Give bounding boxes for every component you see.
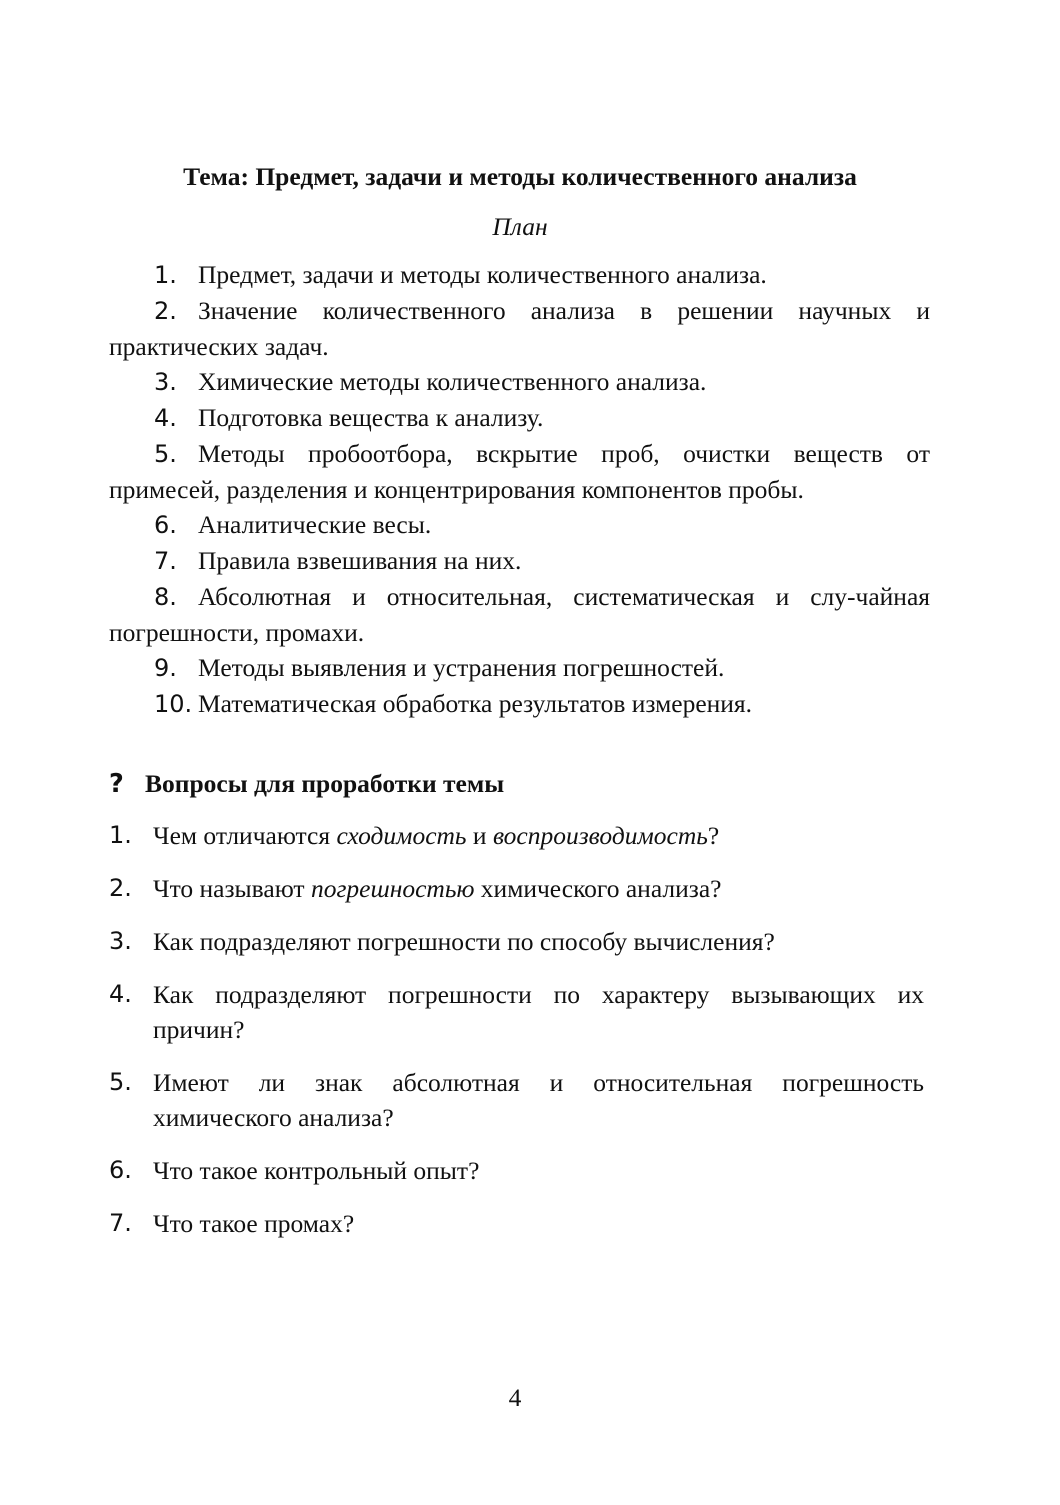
plan-item <box>109 436 930 507</box>
plan-item-text: Аналитические весы. <box>198 510 432 539</box>
plan-item-text: Подготовка вещества к анализу. <box>198 403 544 432</box>
plan-item-number: 5. <box>154 440 177 468</box>
plan-item <box>109 257 930 293</box>
question-term: сходимость <box>336 821 467 850</box>
plan-heading: План <box>492 212 548 241</box>
question-text: ? <box>707 821 720 850</box>
plan-item-text: Предмет, задачи и методы количественного анализа. <box>198 260 767 289</box>
question-text: Как подразделяют погрешности по способу вычисления? <box>153 927 775 956</box>
plan-item <box>109 293 930 364</box>
questions-list <box>109 818 924 1259</box>
page-number: 4 <box>508 1383 522 1412</box>
plan-item <box>109 650 930 686</box>
plan-item-text: Методы выявления и устранения погрешностей. <box>198 653 725 682</box>
plan-item <box>109 686 930 722</box>
question-text: Имеют ли знак абсолютная и относительная погрешность химического анализа? <box>153 1068 924 1132</box>
plan-item <box>109 579 930 650</box>
question-mark-icon: ? <box>109 769 124 799</box>
plan-item <box>109 364 930 400</box>
question-text: Что такое промах? <box>153 1209 355 1238</box>
question-text: и <box>466 821 493 850</box>
plan-item-number: 3. <box>154 368 177 396</box>
plan-item-text: Значение количественного анализа в решении научных и практических задач. <box>109 296 930 361</box>
question-item <box>109 871 924 906</box>
question-number: 5. <box>109 1068 132 1096</box>
plan-item-text: Правила взвешивания на них. <box>198 546 522 575</box>
question-number: 1. <box>109 821 132 849</box>
question-text: химического анализа? <box>474 874 722 903</box>
plan-item-number: 9. <box>154 654 177 682</box>
question-text: Чем отличаются <box>153 821 337 850</box>
questions-heading-text: Вопросы для проработки темы <box>145 769 505 798</box>
question-text: Что такое контрольный опыт? <box>153 1156 480 1185</box>
question-number: 7. <box>109 1209 132 1237</box>
question-number: 2. <box>109 874 132 902</box>
question-item <box>109 818 924 853</box>
question-number: 4. <box>109 980 132 1008</box>
plan-item <box>109 507 930 543</box>
questions-heading <box>109 767 504 801</box>
question-text: Что называют <box>153 874 311 903</box>
plan-item-number: 8. <box>154 583 177 611</box>
question-item <box>109 1153 924 1188</box>
question-term: погрешностью <box>310 874 475 903</box>
plan-list <box>109 257 930 722</box>
plan-item-text: Химические методы количественного анализа. <box>198 367 707 396</box>
plan-item <box>109 543 930 579</box>
question-item <box>109 1206 924 1241</box>
plan-item-text: Математическая обработка результатов измерения. <box>198 689 753 718</box>
plan-item-number: 10. <box>154 690 193 718</box>
plan-item-number: 2. <box>154 297 177 325</box>
plan-item-text: Абсолютная и относительная, систематическая и слу-чайная погрешности, промахи. <box>109 582 930 647</box>
question-item <box>109 1065 924 1135</box>
page-title: Тема: Предмет, задачи и методы количественного анализа <box>183 162 857 191</box>
question-item <box>109 924 924 959</box>
plan-item-number: 4. <box>154 404 177 432</box>
plan-item-number: 1. <box>154 261 177 289</box>
plan-item-number: 7. <box>154 547 177 575</box>
question-item <box>109 977 924 1047</box>
question-term: воспроизводимость <box>492 821 708 850</box>
plan-item-text: Методы пробоотбора, вскрытие проб, очистки веществ от примесей, разделения и концентрирования компонентов пробы. <box>109 439 930 504</box>
question-number: 6. <box>109 1156 132 1184</box>
plan-item-number: 6. <box>154 511 177 539</box>
question-number: 3. <box>109 927 132 955</box>
plan-item <box>109 400 930 436</box>
question-text: Как подразделяют погрешности по характеру вызывающих их причин? <box>153 980 924 1044</box>
